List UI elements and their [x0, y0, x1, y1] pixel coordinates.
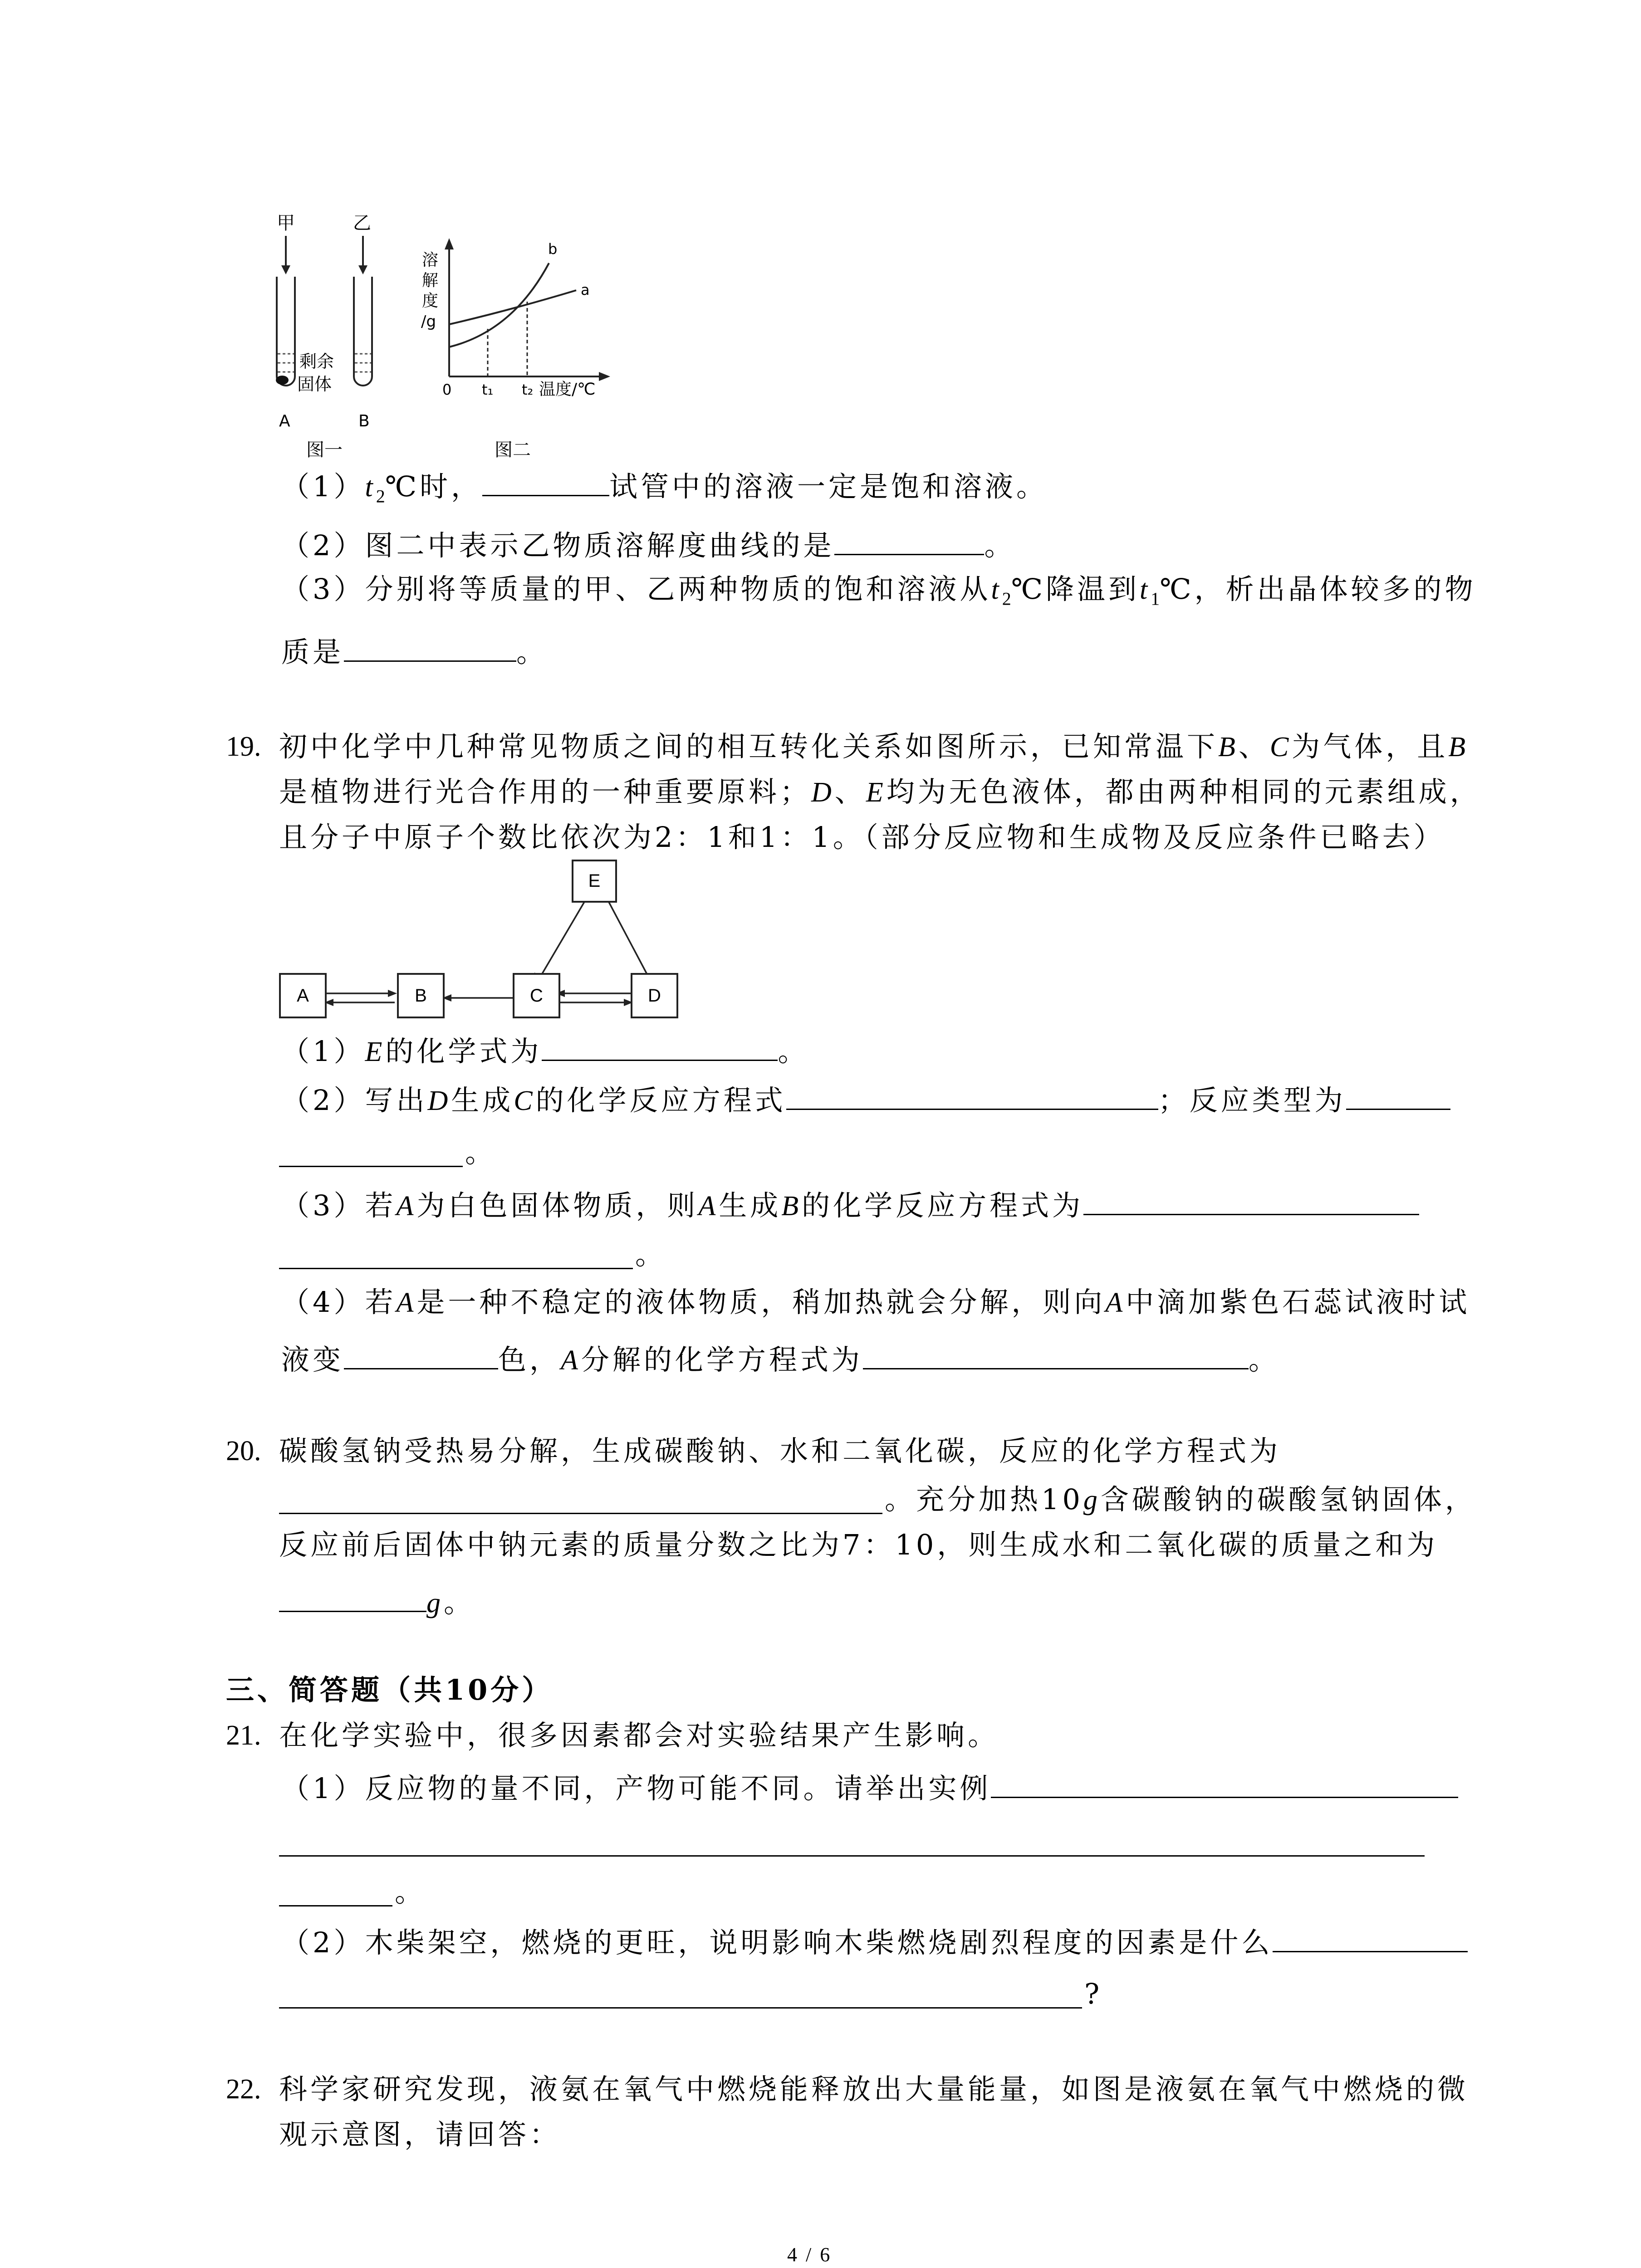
label-residue-1: 剩余 [299, 352, 334, 371]
q18-sub1-blank[interactable] [482, 469, 609, 496]
q19-sub3-end: 。 [635, 1238, 667, 1271]
curve-a-label: a [581, 281, 590, 298]
curve-b [449, 263, 549, 347]
q19-box-d: D [631, 973, 678, 1018]
chart-ylabel-3: 度 [422, 292, 439, 310]
q21-sub2-end: ? [1084, 1977, 1103, 2010]
label-yi: 乙 [353, 213, 371, 234]
q19-sub4-equation-blank[interactable] [863, 1343, 1249, 1369]
q22-line1: 科学家研究发现，液氨在氧气中燃烧能释放出大量能量，如图是液氨在氧气中燃烧的微 [279, 2072, 1469, 2106]
q19-diagram-arrows [272, 857, 690, 1034]
q19-box-b: B [397, 973, 445, 1018]
q19-sub3-blank[interactable] [1083, 1188, 1419, 1215]
q19-sub2-type-blank-cont[interactable] [279, 1166, 463, 1167]
chart-origin: 0 [442, 381, 452, 398]
q19-sub4-color-blank[interactable] [344, 1343, 498, 1369]
page-number: 4 / 6 [787, 2244, 832, 2266]
q21-sub2-blank[interactable] [1273, 1926, 1468, 1952]
q22-number: 22. [226, 2074, 261, 2105]
curve-a [449, 290, 576, 324]
chart-t1: t₁ [482, 381, 494, 398]
chart-ylabel-2: 解 [422, 271, 439, 290]
q21-sub2-blank-line2[interactable] [279, 2007, 1082, 2009]
q20-line3: 反应前后固体中钠元素的质量分数之比为7：10，则生成水和二氧化碳的质量之和为 [279, 1528, 1438, 1561]
q19-sub2-end: 。 [465, 1136, 497, 1169]
chart-xlabel: 温度/℃ [539, 380, 596, 399]
figure-solubility-chart [413, 227, 617, 463]
q20-equation-blank[interactable] [279, 1513, 882, 1514]
chart-ylabel-1: 溶 [422, 251, 439, 269]
q19-box-e: E [572, 860, 617, 903]
chart-ylabel-4: /g [421, 313, 436, 331]
q22-line2: 观示意图，请回答： [279, 2118, 561, 2151]
q19-number: 19. [226, 731, 261, 762]
q19-sub4-line2: 液变 色，A分解的化学方程式为 。 [281, 1343, 1280, 1376]
q19-line1: 初中化学中几种常见物质之间的相互转化关系如图所示，已知常温下B、C为气体，且B [279, 730, 1469, 763]
q18-sub3-blank[interactable] [344, 635, 516, 662]
q19-sub3: （3）若A为白色固体物质，则A生成B的化学反应方程式为 [281, 1188, 1419, 1220]
q20-mass-blank[interactable] [279, 1585, 426, 1612]
q19-line3: 且分子中原子个数比依次为2：1和1：1。（部分反应物和生成物及反应条件已略去） [279, 821, 1445, 854]
q19-box-c: C [513, 973, 560, 1018]
q19-box-a: A [279, 973, 327, 1018]
curve-b-label: b [548, 240, 558, 258]
q21-sub1-blank-line2[interactable] [279, 1855, 1425, 1857]
q21-sub1-blank[interactable] [991, 1771, 1458, 1798]
q19-sub2-equation-blank[interactable] [786, 1083, 1158, 1110]
q18-sub2-blank[interactable] [834, 528, 984, 555]
q18-sub3-line1: （3）分别将等质量的甲、乙两种物质的饱和溶液从$t_2℃$降温到$t_1℃$，析出晶体较多的物 [281, 572, 1476, 609]
q19-sub1: （1）E的化学式为 。 [281, 1035, 809, 1068]
figure1-caption: 图一 [306, 440, 343, 460]
q21-number: 21. [226, 1720, 261, 1751]
q18-sub2: （2）图二中表示乙物质溶解度曲线的是 。 [281, 529, 1016, 562]
q21-line1: 在化学实验中，很多因素都会对实验结果产生影响。 [279, 1719, 999, 1752]
label-tube-b: B [358, 412, 370, 430]
q21-sub1: （1）反应物的量不同，产物可能不同。请举出实例 [281, 1771, 1458, 1803]
q19-sub3-blank-cont[interactable] [279, 1268, 633, 1269]
q21-sub1-end: 。 [395, 1875, 426, 1908]
q21-sub2: （2）木柴架空，燃烧的更旺，说明影响木柴燃烧剧烈程度的因素是什么 [281, 1926, 1468, 1957]
q20-line2: 。充分加热10g含碳酸钠的碳酸氢钠固体， [885, 1483, 1476, 1516]
q19-sub1-blank[interactable] [542, 1034, 778, 1061]
q21-sub1-blank-line3[interactable] [279, 1905, 392, 1906]
label-residue-2: 固体 [297, 374, 332, 394]
q19-sub2-type-blank[interactable] [1346, 1083, 1450, 1110]
q19-sub2: （2）写出D生成C的化学反应方程式 ；反应类型为 [281, 1083, 1450, 1115]
figure-test-tubes [254, 209, 408, 463]
chart-t2: t₂ [522, 381, 534, 398]
section3-title: 三、简答题（共10分） [226, 1673, 554, 1706]
q19-sub4-line1: （4）若A是一种不稳定的液体物质，稍加热就会分解，则向A中滴加紫色石蕊试液时试 [281, 1286, 1470, 1319]
figure2-caption: 图二 [495, 440, 531, 460]
label-tube-a: A [279, 412, 290, 430]
q20-line1: 碳酸氢钠受热易分解，生成碳酸钠、水和二氧化碳，反应的化学方程式为 [279, 1434, 1281, 1467]
q18-sub3-line2: 质是 。 [281, 635, 548, 669]
q18-sub1: $(1)t_2℃$时， 试管中的溶液一定是饱和溶液。 [281, 470, 1048, 507]
q20-number: 20. [226, 1436, 261, 1466]
label-jia: 甲 [277, 213, 295, 234]
q20-line4: g。 [279, 1585, 475, 1617]
q19-line2: 是植物进行光合作用的一种重要原料；D、E均为无色液体，都由两种相同的元素组成， [279, 775, 1481, 808]
